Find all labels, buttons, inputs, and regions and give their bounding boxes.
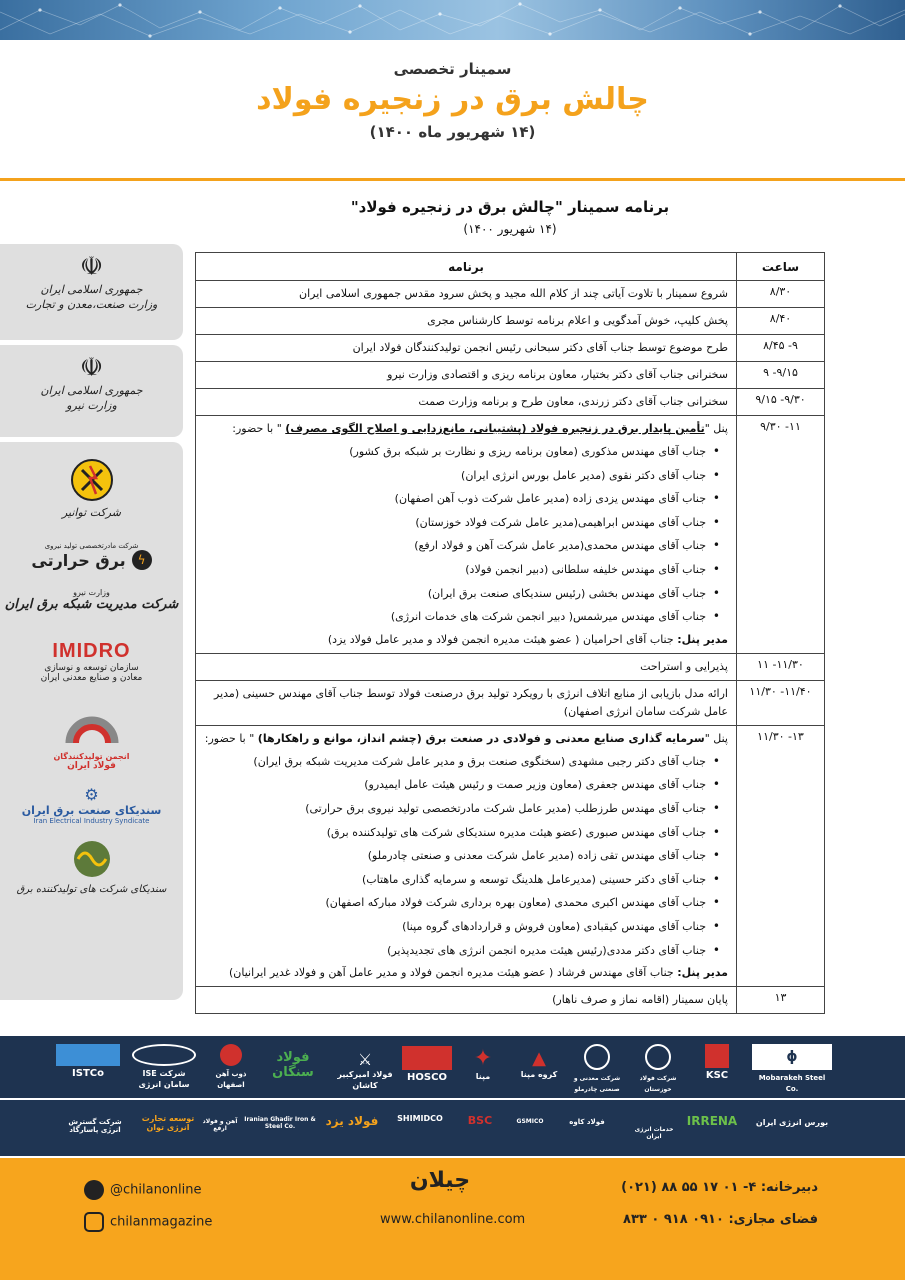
sponsor-logo: بورس انرژی ایران [755,1118,829,1127]
sponsor-logo: خدمات انرژی ایران [634,1126,674,1140]
footer [0,1158,905,1280]
sponsor-logo: فولاد یزد [325,1114,379,1128]
sponsor-logo: شرکت فولاد خوزستان [628,1044,688,1094]
row-program: پایان سمینار (اقامه نماز و صرف ناهار) [196,987,737,1014]
sidebar-logo-column [0,442,183,1000]
instagram-icon [84,1212,104,1232]
imidro-line2: معادن و صنایع معدنی ایران [40,673,143,683]
list-item: • جناب آقای مهندس بخشی (رئیس سندیکای صنعت برق ایران) [204,582,720,606]
list-item: • جناب آقای دکتر مددی(رئیس هیئت مدیره انجمن انرژی های تجدیدپذیر) [204,939,720,963]
power-producers-icon [72,839,112,879]
table-row [196,362,825,389]
list-item: • جناب آقای مهندس تقی زاده (مدیر عامل شرکت معدنی و صنعتی چادرملو) [204,844,720,868]
power-producers-syndicate-logo [0,825,183,897]
iran-emblem-icon: ☫ [79,353,104,383]
hosco-mark-icon [402,1046,452,1070]
sponsor-logo: Iranian Ghadir Iron & Steel Co. [244,1116,316,1130]
power-producers-text: سندیکای شرکت های تولیدکننده برق [16,884,167,895]
sponsor-logo: شرکت معدنی و صنعتی چادرملو [570,1044,624,1094]
table-row [196,987,825,1014]
panel1-row [196,416,825,654]
istco-mark-icon [56,1044,120,1066]
ksc-mark-icon [705,1044,729,1068]
mapna-group-mark-icon: ▲ [532,1048,546,1069]
sponsor-logo: IRRENA [686,1114,738,1128]
secretariat-phone [560,1180,818,1195]
sponsor-logo: ISTCo [56,1044,120,1079]
table-row [196,680,825,725]
panel1-content [196,416,737,654]
imidro-logo [0,612,183,683]
sponsor-logo: شرکت گسترش انرژی پاسارگاد [68,1118,122,1134]
list-item: • جناب آقای مهندس جعفری (معاون وزیر صمت و رئیس هیئت عامل ایمیدرو) [204,773,720,797]
ministry-industry-line2: وزارت صنعت،معدن و تجارت [25,298,158,311]
panel2-intro [204,730,728,748]
sponsor-logo: آهن و فولاد ارفع [202,1118,238,1132]
seminar-title: چالش برق در زنجیره فولاد [256,82,649,117]
sponsor-logo: فولاد سنگان [272,1050,314,1080]
ise-mark-icon [132,1044,196,1066]
thermal-power-text: برق حرارتی [31,550,126,570]
syndicate-line1: سندیکای صنعت برق ایران [21,804,162,817]
row-program: سخنرانی جناب آقای دکتر بختیار، معاون برنامه ریزی و اقتصادی وزارت نیرو [196,362,737,389]
sidebar-logo-ministry-energy [0,345,183,437]
row-time: ۹/۳۰- ۹/۱۵ [737,389,825,416]
tavanir-logo [0,442,183,520]
row-time: ۹- ۸/۴۵ [737,335,825,362]
list-item: • جناب آقای مهندس یزدی زاده (مدیر عامل شرکت ذوب آهن اصفهان) [204,487,720,511]
steel-producers-line2: فولاد ایران [67,761,116,771]
list-item: • جناب آقای مهندس طرزطلب (مدیر عامل شرکت مادرتخصصی تولید نیروی برق حرارتی) [204,797,720,821]
column-header-time: ساعت [737,253,825,281]
row-time: ۸/۳۰ [737,281,825,308]
sponsor-logos-band-2 [0,1100,905,1156]
sponsor-logo: فولاد کاوه [569,1118,605,1126]
row-program: سخنرانی جناب آقای دکتر زرندی، معاون طرح و برنامه وزارت صمت [196,389,737,416]
network-pattern [0,0,905,40]
mobarakeh-mark-icon: ϕ [752,1044,832,1070]
row-time: ۱۳ [737,987,825,1014]
secretariat-number: ۴- ۰۱ ۱۷ ۵۵ ۸۸ (۰۲۱) [621,1180,757,1195]
list-item: • جناب آقای مهندس اکبری محمدی (معاون بهره برداری شرکت فولاد مبارکه اصفهان) [204,891,720,915]
list-item: • جناب آقای دکتر رجبی مشهدی (سخنگوی صنعت برق و مدیر عامل شرکت مدیریت شبکه برق ایران) [204,750,720,774]
sidebar-logo-ministry-industry [0,244,183,340]
panel1-moderator [204,631,728,649]
panel2-moderator-name: جناب آقای مهندس فرشاد ( عضو هیئت مدیره انجمن فولاد و مدیر عامل آهن و فولاد غدیر ایرانیان) [229,966,678,980]
panel2-members [204,750,728,962]
syndicate-gear-icon: ⚙ [84,785,99,804]
list-item: • جناب آقای مهندس میرشمس( دبیر انجمن شرکت های خدمات انرژی) [204,605,720,629]
sponsor-logo: BSC [467,1114,493,1127]
list-item: • جناب آقای مهندس محمدی(مدیر عامل شرکت آهن و فولاد ارفع) [204,534,720,558]
list-item: • جناب آقای مهندس صبوری (عضو هیئت مدیره سندیکای شرکت های تولیدکننده برق) [204,821,720,845]
top-decorative-band [0,0,905,40]
steel-producers-icon [62,699,122,749]
table-row [196,653,825,680]
panel2-content [196,725,737,986]
panel1-intro [204,420,728,438]
telegram-icon [84,1180,104,1200]
secretariat-label: دبیرخانه: [760,1180,818,1195]
table-row [196,308,825,335]
panel1-intro-prefix: پنل " [704,422,728,435]
sponsor-logo: ✦ مپنا [458,1046,508,1082]
instagram-link[interactable]: chilanmagazine [84,1212,212,1232]
list-item: • جناب آقای مهندس کیقبادی (معاون فروش و قراردادهای گروه مپنا) [204,915,720,939]
sponsor-logo: ISE شرکت سامان انرژی [132,1044,196,1090]
table-row [196,281,825,308]
panel2-moderator [204,964,728,982]
mapna-mark-icon: ✦ [473,1046,493,1071]
virtual-number: ۰۹۱۰ ۹۱۸ ۰ ۸۳۳ [623,1212,724,1227]
seminar-header [0,60,905,141]
row-time: ۹/۱۵- ۹ [737,362,825,389]
syndicate-line2: Iran Electrical Industry Syndicate [33,817,150,825]
grid-management-small: وزارت نیرو [73,588,110,597]
panel2-intro-prefix: پنل " [704,731,728,745]
row-program: پذیرایی و استراحت [196,653,737,680]
grid-management-text: شرکت مدیریت شبکه برق ایران [4,597,179,612]
program-heading [195,198,825,236]
list-item: • جناب آقای مهندس مذکوری (معاون برنامه ریزی و نظارت بر شبکه برق کشور) [204,440,720,464]
thermal-power-small: شرکت مادرتخصصی تولید نیروی [44,542,139,550]
steel-producers-logo [0,683,183,771]
column-header-program: برنامه [196,253,737,281]
panel2-time: ۱۳- ۱۱/۳۰ [737,725,825,986]
schedule-table [195,252,825,1014]
imidro-line1: سازمان توسعه و نوسازی [44,663,139,673]
sponsor-logo: KSC [692,1044,742,1081]
ministry-energy-line1: جمهوری اسلامی ایران [40,384,143,397]
header-divider [0,178,905,181]
electrical-syndicate-logo [0,771,183,825]
panel1-moderator-label: مدیر پنل: [677,632,728,646]
seminar-subtitle: سمینار تخصصی [393,60,512,78]
sponsor-logo: توسعه تجارت انرژی توان [141,1114,195,1132]
foolad-khuzestan-mark-icon [645,1044,671,1070]
panel1-topic: تأمین پایدار برق در زنجیره فولاد (پشتیبانی، مانع‌زدایی و اصلاح الگوی مصرف) [285,422,705,435]
sponsor-logo: SHIMIDCO [397,1114,443,1123]
zobahan-mark-icon [220,1044,242,1066]
iran-emblem-icon: ☫ [79,252,104,282]
program-title: برنامه سمینار "چالش برق در زنجیره فولاد" [350,198,670,216]
row-program: طرح موضوع توسط جناب آقای دکتر سبحانی رئیس انجمن تولیدکنندگان فولاد ایران [196,335,737,362]
thermal-power-logo [0,520,183,570]
virtual-space-phone [560,1212,818,1227]
amirkabir-mark-icon: ⚔ [357,1050,373,1069]
sponsor-logo: ϕ Mobarakeh Steel Co. [752,1044,832,1094]
thermal-power-icon: ϟ [132,550,152,570]
telegram-link[interactable]: @chilanonline [84,1180,201,1200]
website-link[interactable]: www.chilanonline.com [380,1212,526,1227]
tavanir-icon [70,458,114,502]
panel2-row [196,725,825,986]
sponsor-logo: ⚔ فولاد امیرکبیر کاشان [334,1050,396,1091]
panel2-intro-suffix: " با حضور: [204,731,258,745]
row-time: ۱۱/۴۰- ۱۱/۳۰ [737,680,825,725]
list-item: • جناب آقای دکتر حسینی (مدیرعامل هلدینگ توسعه و سرمایه گذاری ماهتاب) [204,868,720,892]
program-date: (۱۴ شهریور ۱۴۰۰) [463,222,557,236]
sponsor-logo: ▲ کروه مپنا [512,1048,566,1080]
grid-management-logo [0,570,183,612]
sponsor-logo: GSMICO [516,1118,544,1125]
row-time: ۱۱/۳۰- ۱۱ [737,653,825,680]
seminar-date: (۱۴ شهریور ماه ۱۴۰۰) [369,123,536,141]
list-item: • جناب آقای مهندس ابراهیمی(مدیر عامل شرکت فولاد خوزستان) [204,511,720,535]
panel2-moderator-label: مدیر پنل: [677,966,728,980]
sponsor-logo: HOSCO [402,1046,452,1083]
panel1-moderator-name: جناب آقای احرامیان ( عضو هیئت مدیره انجمن فولاد و مدیر عامل فولاد یزد) [327,632,678,646]
table-row [196,335,825,362]
imidro-brand-text: IMIDRO [52,640,131,662]
list-item: • جناب آقای دکتر نقوی (مدیر عامل بورس انرژی ایران) [204,464,720,488]
panel1-time: ۱۱- ۹/۳۰ [737,416,825,654]
row-program: شروع سمینار با تلاوت آیاتی چند از کلام الله مجید و پخش سرود مقدس جمهوری اسلامی ایران [196,281,737,308]
sponsor-logo: ذوب آهن اصفهان [204,1044,258,1090]
ministry-energy-line2: وزارت نیرو [66,399,117,412]
list-item: • جناب آقای مهندس خلیفه سلطانی (دبیر انجمن فولاد) [204,558,720,582]
panel1-intro-suffix: " با حضور: [232,422,286,435]
virtual-label: فضای مجازی: [728,1212,818,1227]
ministry-industry-line1: جمهوری اسلامی ایران [40,283,143,296]
row-program: پخش کلیپ، خوش آمدگویی و اعلام برنامه توسط کارشناس مجری [196,308,737,335]
steel-producers-line1: انجمن تولیدکنندگان [53,752,130,761]
table-row [196,389,825,416]
chadormalu-mark-icon [584,1044,610,1070]
row-program: ارائه مدل بازیابی از منابع اتلاف انرژی با رویکرد تولید برق درصنعت فولاد توسط جناب آقای مهندس حسینی (مدیر عامل شرکت سامان انرژی اصفهان) [196,680,737,725]
panel1-members [204,440,728,629]
chilan-logo: چیلان [409,1168,471,1193]
tavanir-text: شرکت توانیر [61,506,122,519]
table-header-row [196,253,825,281]
sponsor-logos-band-1 [0,1036,905,1098]
panel2-topic: سرمایه گذاری صنایع معدنی و فولادی در صنعت برق (چشم انداز، موانع و راهکارها) [257,731,705,745]
row-time: ۸/۴۰ [737,308,825,335]
imidro-brand [0,640,183,663]
